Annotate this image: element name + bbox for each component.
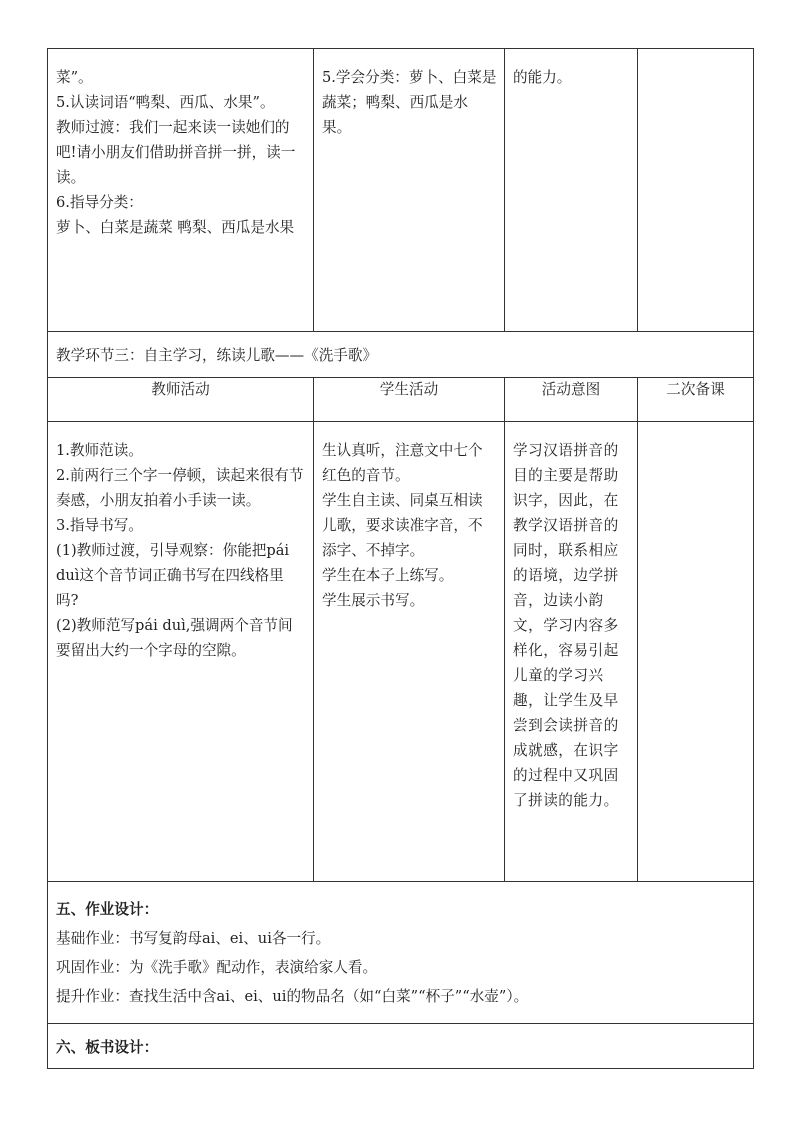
homework-line: 提升作业：查找生活中含ai、ei、ui的物品名（如“白菜”“杯子”“水壶”）。: [56, 988, 529, 1005]
text-line: 生认真听，注意文中七个红色的音节。: [322, 442, 483, 484]
text-line: 学生自主读、同桌互相读儿歌，要求读准字音，不添字、不掉字。: [322, 492, 483, 559]
activity-intent-cell: [505, 49, 638, 332]
table-row: [48, 422, 754, 882]
table-row: [48, 49, 754, 332]
table-header-row: [48, 378, 754, 422]
header-activity-intent: 活动意图: [505, 378, 638, 422]
text-line: 2.前两行三个字一停顿，读起来很有节奏感，小朋友拍着小手读一读。: [56, 467, 304, 509]
text-line: 萝卜、白菜是蔬菜 鸭梨、西瓜是水果: [56, 219, 295, 236]
text-line: 学习汉语拼音的目的主要是帮助识字，因此，在教学汉语拼音的同时，联系相应的语境，边学拼音，边读小韵文，学习内容多样化，容易引起儿童的学习兴趣，让学生及早尝到会读拼音的成就感，在识字的过程中又巩固了拼读的能力。: [513, 442, 619, 809]
text-line: 的能力。: [513, 69, 572, 86]
section-title: 教学环节三：自主学习，练读儿歌——《洗手歌》: [56, 347, 378, 364]
board-design-title: 六、板书设计：: [56, 1038, 159, 1056]
lesson-plan-table: [47, 48, 754, 1069]
text-line: 学生展示书写。: [322, 592, 425, 609]
section-title-cell: [48, 332, 754, 378]
text-line: 学生在本子上练写。: [322, 567, 454, 584]
student-activity-cell: [314, 49, 505, 332]
text-line: (1)教师过渡，引导观察：你能把pái duì这个音节词正确书写在四线格里吗?: [56, 542, 290, 609]
homework-cell: [48, 882, 754, 1024]
second-prep-cell: [638, 49, 754, 332]
section-title-row: [48, 332, 754, 378]
text-line: 5.认读词语“鸭梨、西瓜、水果”。: [56, 94, 275, 111]
text-line: 菜”。: [56, 69, 93, 86]
teacher-activity-cell: [48, 422, 314, 882]
text-line: (2)教师范写pái duì,强调两个音节间要留出大约一个字母的空隙。: [56, 617, 293, 659]
board-design-row: [48, 1024, 754, 1069]
homework-title: 五、作业设计：: [56, 901, 159, 918]
homework-line: 基础作业：书写复韵母ai、ei、ui各一行。: [56, 930, 331, 947]
text-line: 3.指导书写。: [56, 517, 143, 534]
text-line: 5.学会分类：萝卜、白菜是蔬菜；鸭梨、西瓜是水果。: [322, 69, 497, 136]
text-line: 1.教师范读。: [56, 442, 143, 459]
header-teacher-activity: 教师活动: [48, 378, 314, 422]
text-line: 6.指导分类：: [56, 194, 143, 211]
student-activity-cell: [314, 422, 505, 882]
board-design-cell: [48, 1024, 754, 1069]
text-line: 教师过渡：我们一起来读一读她们的吧!请小朋友们借助拼音拼一拼，读一读。: [56, 119, 296, 186]
teacher-activity-cell: [48, 49, 314, 332]
activity-intent-cell: [505, 422, 638, 882]
second-prep-cell: [638, 422, 754, 882]
homework-line: 巩固作业：为《洗手歌》配动作，表演给家人看。: [56, 959, 378, 976]
homework-row: [48, 882, 754, 1024]
header-student-activity: 学生活动: [314, 378, 505, 422]
header-second-prep: 二次备课: [638, 378, 754, 422]
